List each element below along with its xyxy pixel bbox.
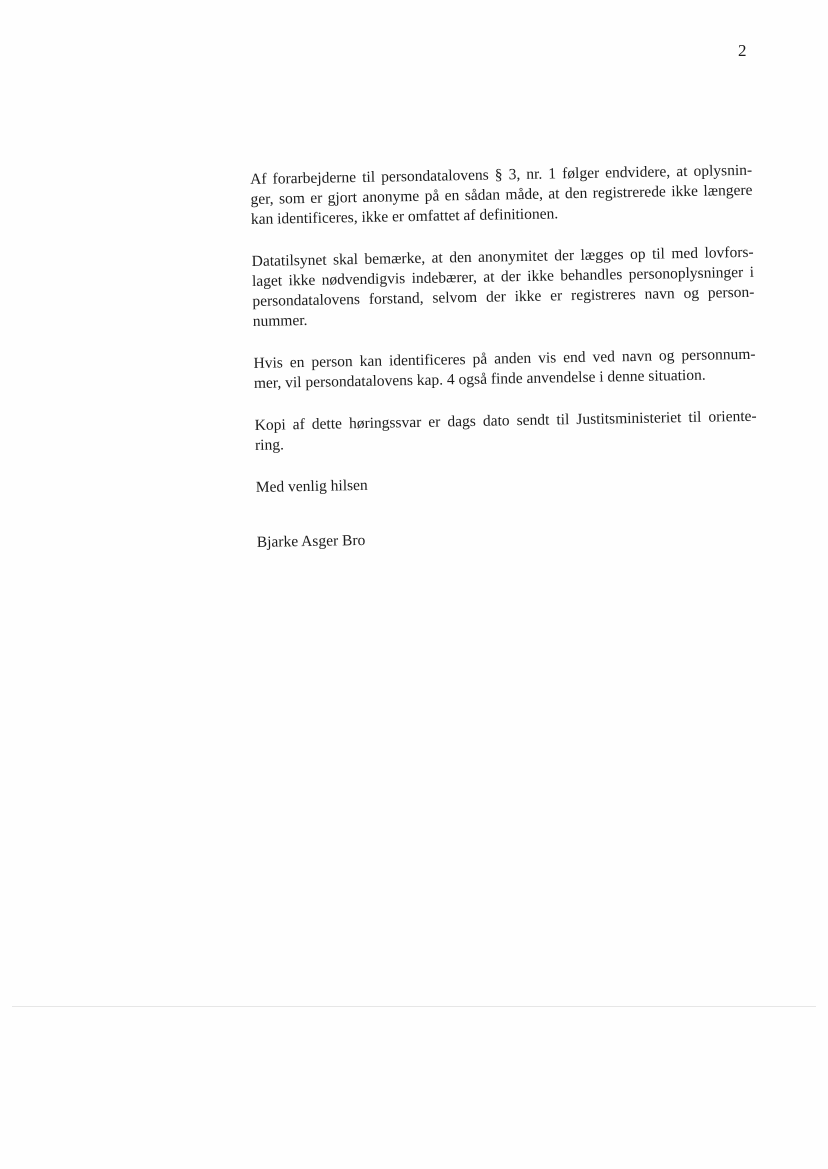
closing-salutation: Med venlig hilsen xyxy=(255,476,368,496)
paragraph-line: persondatalovens forstand, selvom der ikke er registreres navn og person- xyxy=(252,283,755,310)
paragraph-copy-notice xyxy=(255,406,776,456)
paragraph-line: mer, vil persondatalovens kap. 4 også finde anvendelse i denne situation. xyxy=(253,366,706,392)
paragraph-line: Datatilsynet skal bemærke, at den anonymitet der lægges op til med lovfors- xyxy=(251,243,754,270)
letter-body xyxy=(250,160,777,552)
paragraph-line: Af forarbejderne til persondatalovens § 3, nr. 1 følger endvidere, at oplysnin- xyxy=(250,161,753,188)
paragraph-definition xyxy=(250,160,771,230)
paragraph-anonymity xyxy=(252,242,773,332)
paragraph-line: ger, som er gjort anonyme på en sådan måde, at den registrerede ikke længere xyxy=(250,181,753,208)
paragraph-line: ring. xyxy=(254,436,285,454)
page-number: 2 xyxy=(738,41,747,60)
paragraph-line: laget ikke nødvendigvis indebærer, at der ikke behandles personoplysninger i xyxy=(251,263,755,290)
scan-edge-line xyxy=(12,1006,816,1007)
paragraph-line: nummer. xyxy=(252,311,308,330)
paragraph-line: Hvis en person kan identificeres på anden vis end ved navn og personnum- xyxy=(253,345,756,372)
paragraph-line: Kopi af dette høringssvar er dags dato sendt til Justitsministeriet til oriente- xyxy=(254,407,757,434)
signature-name: Bjarke Asger Bro xyxy=(256,531,366,551)
paragraph-line: kan identificeres, ikke er omfattet af definitionen. xyxy=(250,205,559,228)
paragraph-identification xyxy=(253,344,774,394)
